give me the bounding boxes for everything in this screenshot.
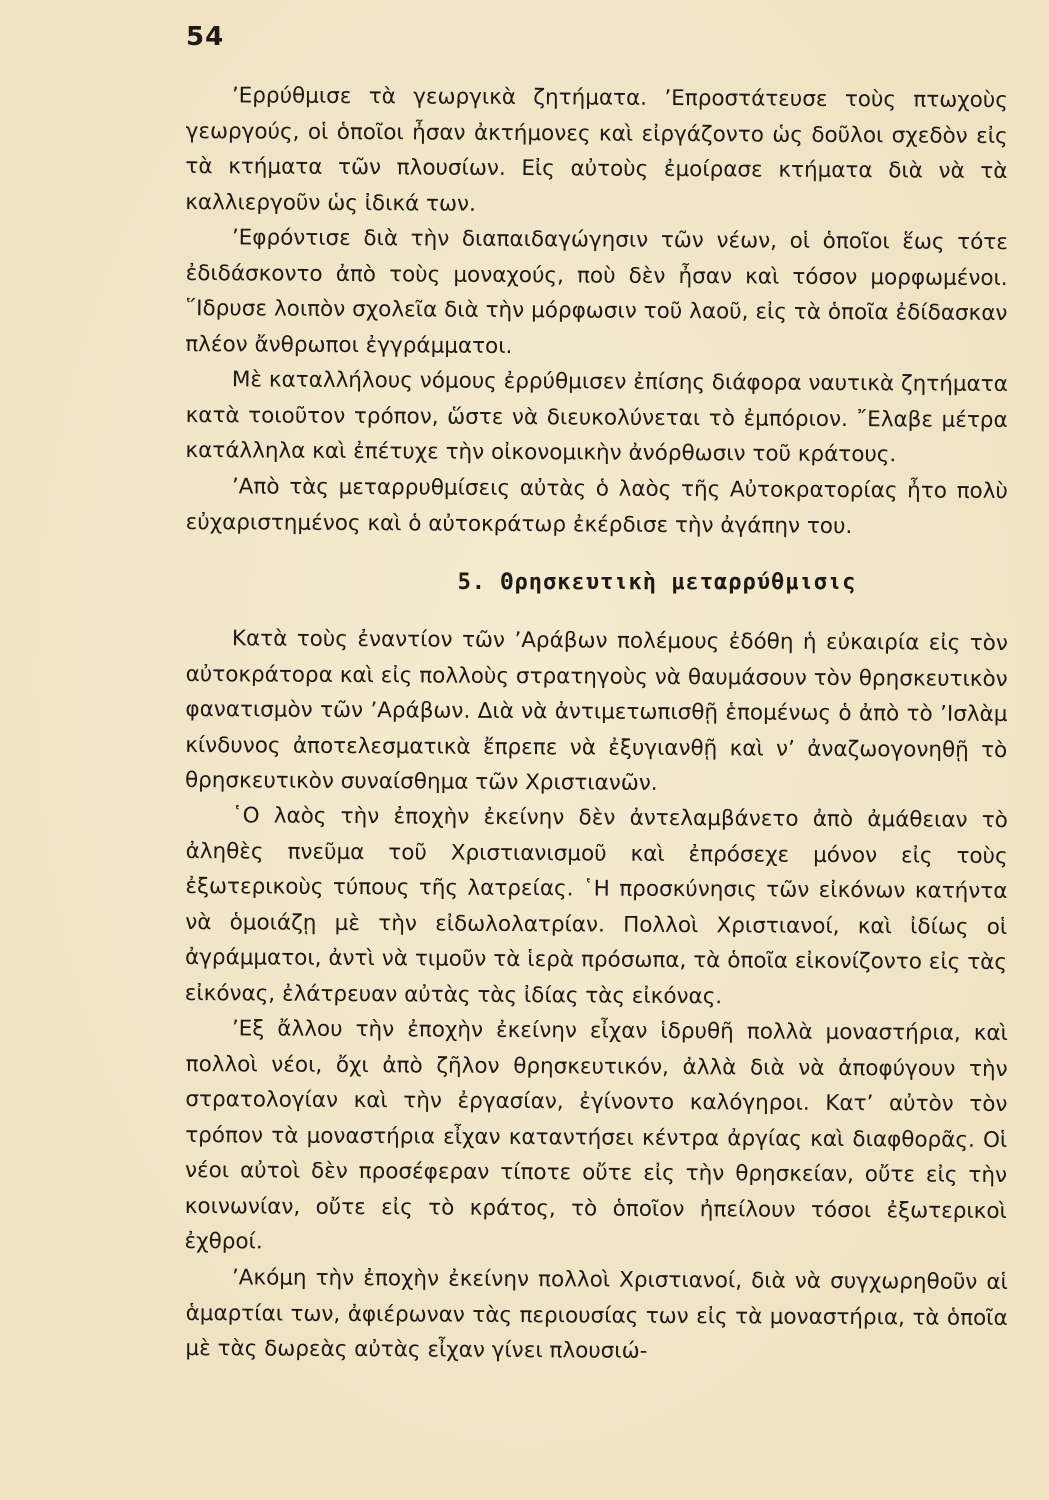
paragraph: ’Εφρόντισε διὰ τὴν διαπαιδαγώγησιν τῶν νέων, οἱ ὁποῖοι ἕως τότε ἐδιδάσκοντο ἀπὸ τοὺς μοναχούς, ποὺ δὲν ἦσαν καὶ τόσον μορφωμένοι. ῞Ιδρυσε λοιπὸν σχολεῖα διὰ τὴν μόρφωσιν τοῦ λαοῦ, εἰς τὰ ὁποῖα ἐδίδασκαν πλέον ἄνθρωποι ἐγγράμματοι. <box>185 225 1008 359</box>
page-text <box>186 78 1008 1366</box>
paragraph: ’Απὸ τὰς μεταρρυθμίσεις αὐτὰς ὁ λαὸς τῆς Αὐτοκρατορίας ἦτο πολὺ εὐχαριστημένος καὶ ὁ αὐτοκράτωρ ἐκέρδισε τὴν ἀγάπην του. <box>185 473 1008 539</box>
page-number: 54 <box>186 22 225 52</box>
paragraph: Μὲ καταλλήλους νόμους ἐρρύθμισεν ἐπίσης διάφορα ναυτικὰ ζητήματα κατὰ τοιοῦτον τρόπον, ὥστε νὰ διευκολύνεται τὸ ἐμπόριον. ῎Ελαβε μέτρα κατάλληλα καὶ ἐπέτυχε τὴν οἰκονομικὴν ἀνόρθωσιν τοῦ κράτους. <box>185 367 1008 468</box>
paragraph: ῾Ο λαὸς τὴν ἐποχὴν ἐκείνην δὲν ἀντελαμβάνετο ἀπὸ ἀμάθειαν τὸ ἀληθὲς πνεῦμα τοῦ Χριστιανισμοῦ καὶ ἐπρόσεχε μόνον εἰς τοὺς ἐξωτερικοὺς τύπους τῆς λατρείας. ῾Η προσκύνησις τῶν εἰκόνων κατήντα νὰ ὁμοιάζῃ μὲ τὴν εἰδωλολατρίαν. Πολλοὶ Χριστιανοί, καὶ ἰδίως οἱ ἀγράμματοι, ἀντὶ νὰ τιμοῦν τὰ ἱερὰ πρόσωπα, τὰ ὁποῖα εἰκονίζοντο εἰς τὰς εἰκόνας, ἐλάτρευαν αὐτὰς τὰς ἰδίας τὰς εἰκόνας. <box>184 803 1008 1009</box>
section-heading: 5. Θρησκευτικὴ μεταρρύθμισις <box>457 569 857 595</box>
paragraph: ’Εξ ἄλλου τὴν ἐποχὴν ἐκείνην εἶχαν ἱδρυθῆ πολλὰ μοναστήρια, καὶ πολλοὶ νέοι, ὄχι ἀπὸ ζῆλον θρησκευτικόν, ἀλλὰ διὰ νὰ ἀποφύγουν τὴν στρατολογίαν καὶ τὴν ἐργασίαν, ἐγίνοντο καλόγηροι. Κατ’ αὐτὸν τὸν τρόπον τὰ μοναστήρια εἶχαν καταντήσει κέντρα ἀργίας καὶ διαφθορᾶς. Οἱ νέοι αὐτοὶ δὲν προσέφεραν τίποτε οὔτε εἰς τὴν θρησκείαν, οὔτε εἰς τὴν κοινωνίαν, οὔτε εἰς τὸ κράτος, τὸ ὁποῖον ἠπείλουν τόσοι ἐξωτερικοὶ ἐχθροί. <box>184 1016 1008 1255</box>
paragraph: Κατὰ τοὺς ἐναντίον τῶν ’Αράβων πολέμους ἐδόθη ἡ εὐκαιρία εἰς τὸν αὐτοκράτορα καὶ εἰς πολλοὺς στρατηγοὺς νὰ θαυμάσουν τὸν θρησκευτικὸν φανατισμὸν τῶν ’Αράβων. Διὰ νὰ ἀντιμετωπισθῇ ἑπομένως ὁ ἀπὸ τὸ ’Ισλὰμ κίνδυνος ἀποτελεσματικὰ ἔπρεπε νὰ ἐξυγιανθῇ καὶ ν’ ἀναζωογονηθῇ τὸ θρησκευτικὸν συναίσθημα τῶν Χριστιανῶν. <box>184 625 1008 796</box>
paragraph: ’Ακόμη τὴν ἐποχὴν ἐκείνην πολλοὶ Χριστιανοί, διὰ νὰ συγχωρηθοῦν αἱ ἁμαρτίαι των, ἀφιέρωναν τὰς περιουσίας των εἰς τὰ μοναστήρια, τὰ ὁποῖα μὲ τὰς δωρεὰς αὐτὰς εἶχαν γίνει πλουσιώ- <box>185 1264 1008 1364</box>
paragraph: ’Ερρύθμισε τὰ γεωργικὰ ζητήματα. ’Επροστάτευσε τοὺς πτωχοὺς γεωργούς, οἱ ὁποῖοι ἦσαν ἀκτήμονες καὶ εἰργάζοντο ὡς δοῦλοι σχεδὸν εἰς τὰ κτήματα τῶν πλουσίων. Εἰς αὐτοὺς ἐμοίρασε κτήματα διὰ νὰ τὰ καλλιεργοῦν ὡς ἰδικά των. <box>185 83 1008 217</box>
